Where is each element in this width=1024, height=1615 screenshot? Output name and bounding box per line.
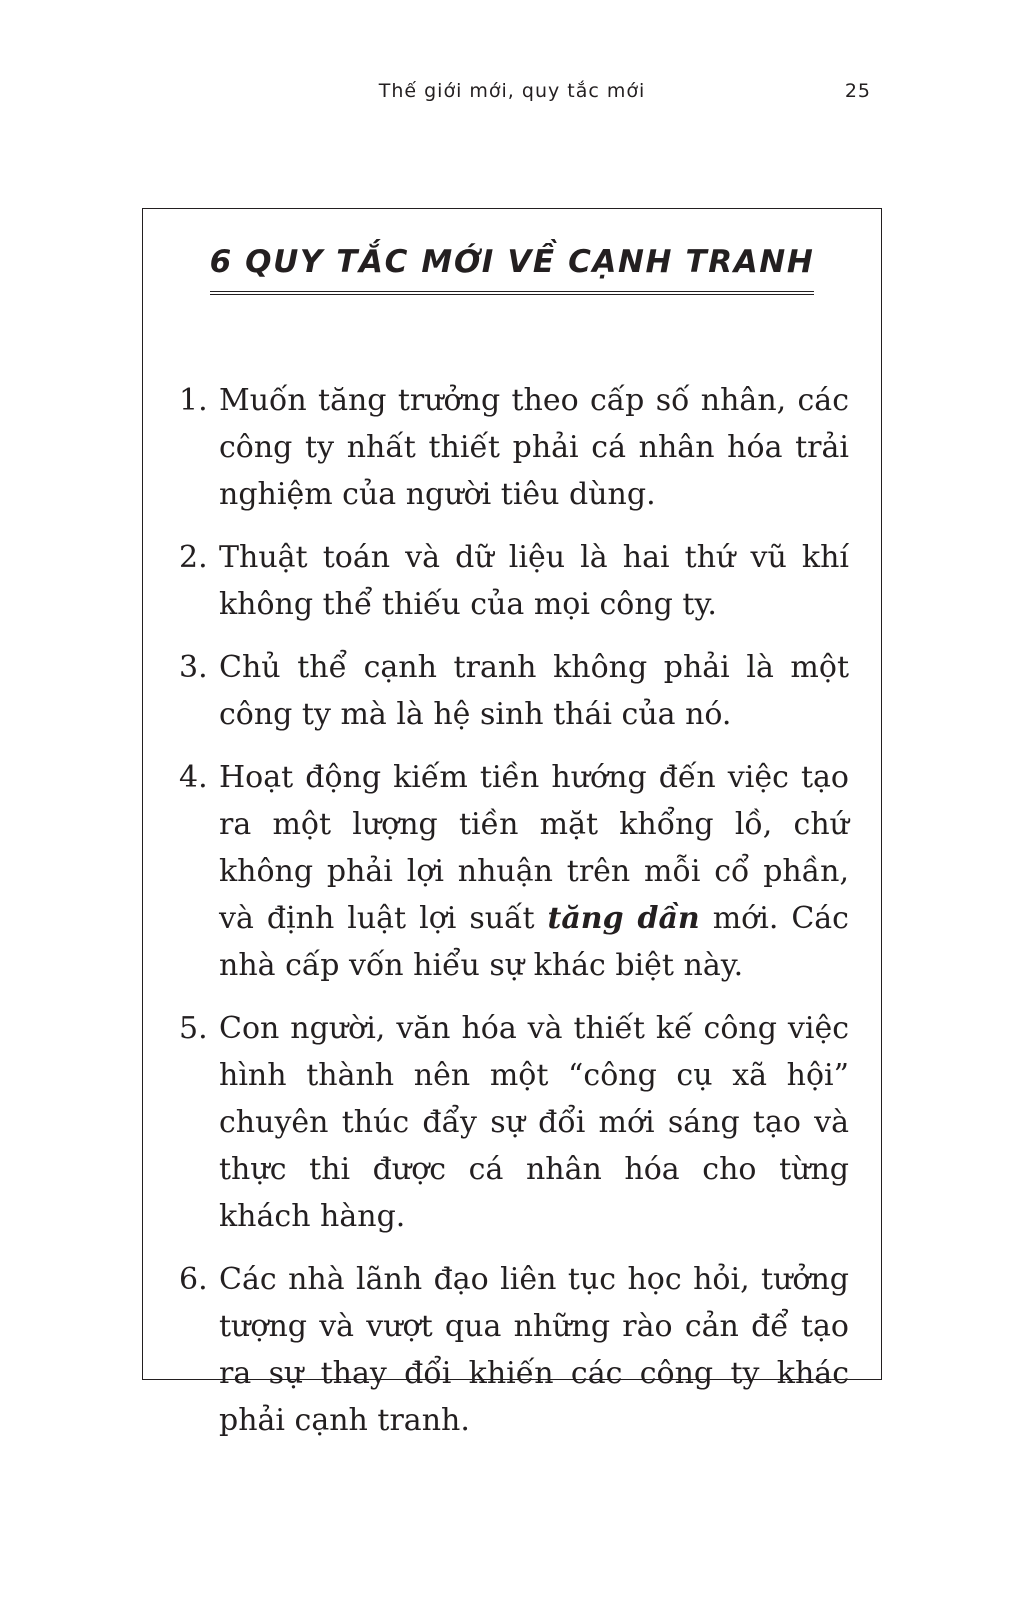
rule-item: [179, 377, 849, 518]
rule-text: Thuật toán và dữ liệu là hai thứ vũ khí không thể thiếu của mọi công ty.: [219, 540, 849, 622]
rule-item: [179, 1256, 849, 1444]
rule-item: [179, 754, 849, 989]
rule-number: 2.: [179, 540, 208, 575]
rule-text: Các nhà lãnh đạo liên tục học hỏi, tưởng tượng và vượt qua những rào cản để tạo ra sự thay đổi khiến các công ty khác phải cạnh tranh.: [219, 1262, 849, 1438]
page-number: 25: [844, 80, 871, 102]
running-title: Thế giới mới, quy tắc mới: [378, 80, 646, 102]
rule-item: [179, 1005, 849, 1240]
rule-number: 6.: [179, 1262, 208, 1297]
box-title: 6 QUY TẮC MỚI VỀ CẠNH TRANH: [210, 245, 815, 295]
rule-text-part: Hoạt động kiếm tiền hướng đến việc tạo ra một lượng tiền mặt khổng lồ, chứ không phải lợi nhuận trên mỗi cổ phần, và định luật lợi suất: [219, 760, 849, 936]
running-head: [0, 80, 1024, 110]
rule-number: 1.: [179, 383, 208, 418]
rule-item: [179, 534, 849, 628]
box-title-wrap: [143, 245, 881, 295]
rule-text: Muốn tăng trưởng theo cấp số nhân, các công ty nhất thiết phải cá nhân hóa trải nghiệm của người tiêu dùng.: [219, 383, 849, 512]
rule-number: 5.: [179, 1011, 208, 1046]
rules-box: [142, 208, 882, 1438]
rule-item: [179, 644, 849, 738]
rule-number: 4.: [179, 760, 208, 795]
rules-list: [179, 377, 849, 1460]
rule-text-part: mới. Các nhà cấp vốn hiểu sự khác biệt này.: [219, 901, 849, 983]
rule-text: Con người, văn hóa và thiết kế công việc hình thành nên một “công cụ xã hội” chuyên thúc đẩy sự đổi mới sáng tạo và thực thi được cá nhân hóa cho từng khách hàng.: [219, 1011, 849, 1234]
rule-emphasis: tăng dần: [547, 901, 700, 936]
rule-text: [219, 754, 849, 989]
rule-text: Chủ thể cạnh tranh không phải là một công ty mà là hệ sinh thái của nó.: [219, 650, 849, 732]
rule-number: 3.: [179, 650, 208, 685]
